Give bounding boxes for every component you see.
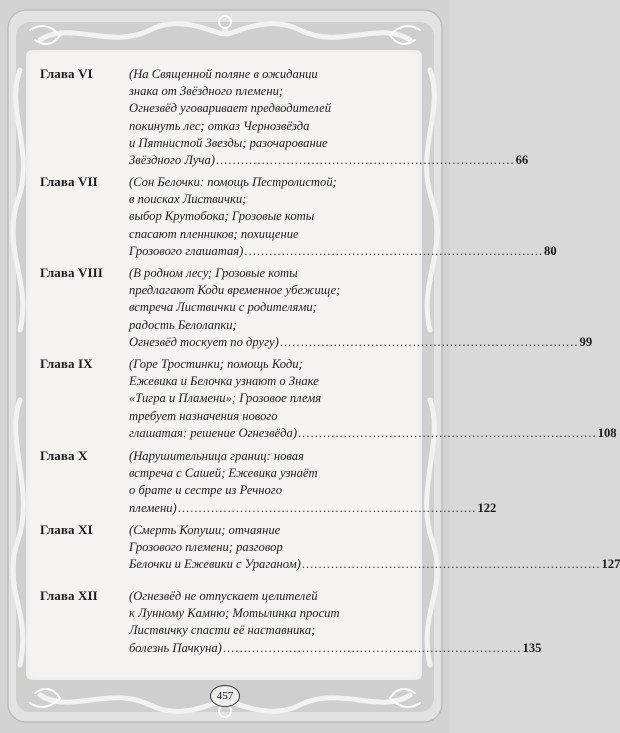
summary-line: (Огнезвёд не отпускает целителей [129, 589, 318, 603]
chapter-label: Глава IX [40, 356, 93, 371]
summary-line: Грозового глашатая) [129, 243, 244, 258]
summary-line: и Пятнистой Звезды; разочарование [129, 135, 328, 150]
chapter-summary [129, 522, 620, 574]
folio-number: 457 [216, 690, 234, 702]
chapter-label: Глава VIII [40, 265, 103, 280]
summary-line: (Нарушительница границ: новая [129, 449, 304, 463]
summary-line: Листвичку спасти её наставника; [129, 623, 316, 638]
summary-line: болезнь Пачкуна) [129, 640, 222, 655]
chapter-label: Глава VII [40, 174, 98, 189]
summary-line: спасают пленников; похищение [129, 226, 299, 241]
chapter-summary [129, 448, 497, 517]
summary-line: покинуть лес; отказ Чернозвёзда [129, 118, 310, 133]
page-number: 127 [601, 557, 620, 572]
page-number: 122 [477, 500, 497, 515]
summary-line: глашатая: решение Огнезвёда) [129, 425, 298, 440]
page-number: 80 [544, 243, 557, 258]
summary-line: Огнезвёд тоскует по другу) [129, 334, 279, 349]
chapter-label: Глава XI [40, 522, 93, 537]
summary-line: знака от Звёздного племени; [129, 84, 284, 99]
chapter-summary [129, 66, 529, 169]
chapter-summary [129, 265, 593, 351]
page-number: 108 [597, 425, 617, 440]
page-folio [210, 685, 240, 707]
summary-line: в поисках Листвички; [129, 192, 247, 207]
summary-line: (Горе Тростинки; помощь Коди; [129, 357, 303, 371]
summary-last-line [129, 500, 497, 517]
summary-line: предлагают Коди временное убежище; [129, 283, 341, 298]
summary-line: выбор Крутобока; Грозовые коты [129, 209, 315, 224]
dot-leader: ........................................................................ [222, 640, 522, 655]
summary-line: «Тигра и Пламени»; Грозовое племя [129, 391, 322, 406]
page-number: 99 [579, 334, 593, 349]
summary-line: (На Священной поляне в ожидании [129, 67, 318, 81]
dot-leader: ........................................................................ [301, 557, 601, 572]
dot-leader: ........................................................................ [244, 243, 544, 258]
chapter-label: Глава X [40, 448, 88, 463]
chapter-summary [129, 588, 542, 657]
summary-line: о брате и сестре из Речного [129, 483, 283, 498]
summary-line: Ежевика и Белочка узнают о Знаке [129, 374, 319, 389]
summary-line: (В родном лесу; Грозовые коты [129, 266, 298, 280]
summary-line: племени) [129, 500, 177, 515]
dot-leader: ........................................................................ [177, 500, 477, 515]
dot-leader: ........................................................................ [298, 425, 597, 440]
dot-leader: ........................................................................ [279, 334, 579, 349]
page-number: 66 [515, 153, 529, 168]
page-number: 135 [522, 640, 542, 655]
chapter-label: Глава XII [40, 588, 98, 603]
chapter-label: Глава VI [40, 66, 93, 81]
summary-line: требует назначения нового [129, 408, 278, 423]
summary-last-line [129, 243, 557, 260]
summary-line: (Смерть Копуши; отчаяние [129, 523, 281, 537]
summary-line: Огнезвёд уговаривает предводителей [129, 101, 331, 116]
summary-line: встреча с Сашей; Ежевика узнаёт [129, 466, 318, 481]
summary-line: Звёздного Луча) [129, 153, 215, 168]
summary-last-line [129, 425, 617, 442]
summary-last-line [129, 152, 529, 169]
chapter-summary [129, 356, 617, 442]
dot-leader: ........................................................................ [215, 153, 515, 168]
summary-last-line [129, 334, 593, 351]
summary-line: Белочки и Ежевики с Ураганом) [129, 557, 301, 572]
chapter-summary [129, 174, 557, 260]
summary-last-line [129, 556, 620, 573]
summary-line: Грозового племени; разговор [129, 540, 283, 555]
summary-line: к Лунному Камню; Мотылинка просит [129, 606, 340, 621]
summary-last-line [129, 640, 542, 657]
summary-line: встреча Листвички с родителями; [129, 300, 317, 315]
summary-line: радость Белолапки; [129, 317, 237, 332]
summary-line: (Сон Белочки: помощь Пестролистой; [129, 175, 337, 189]
